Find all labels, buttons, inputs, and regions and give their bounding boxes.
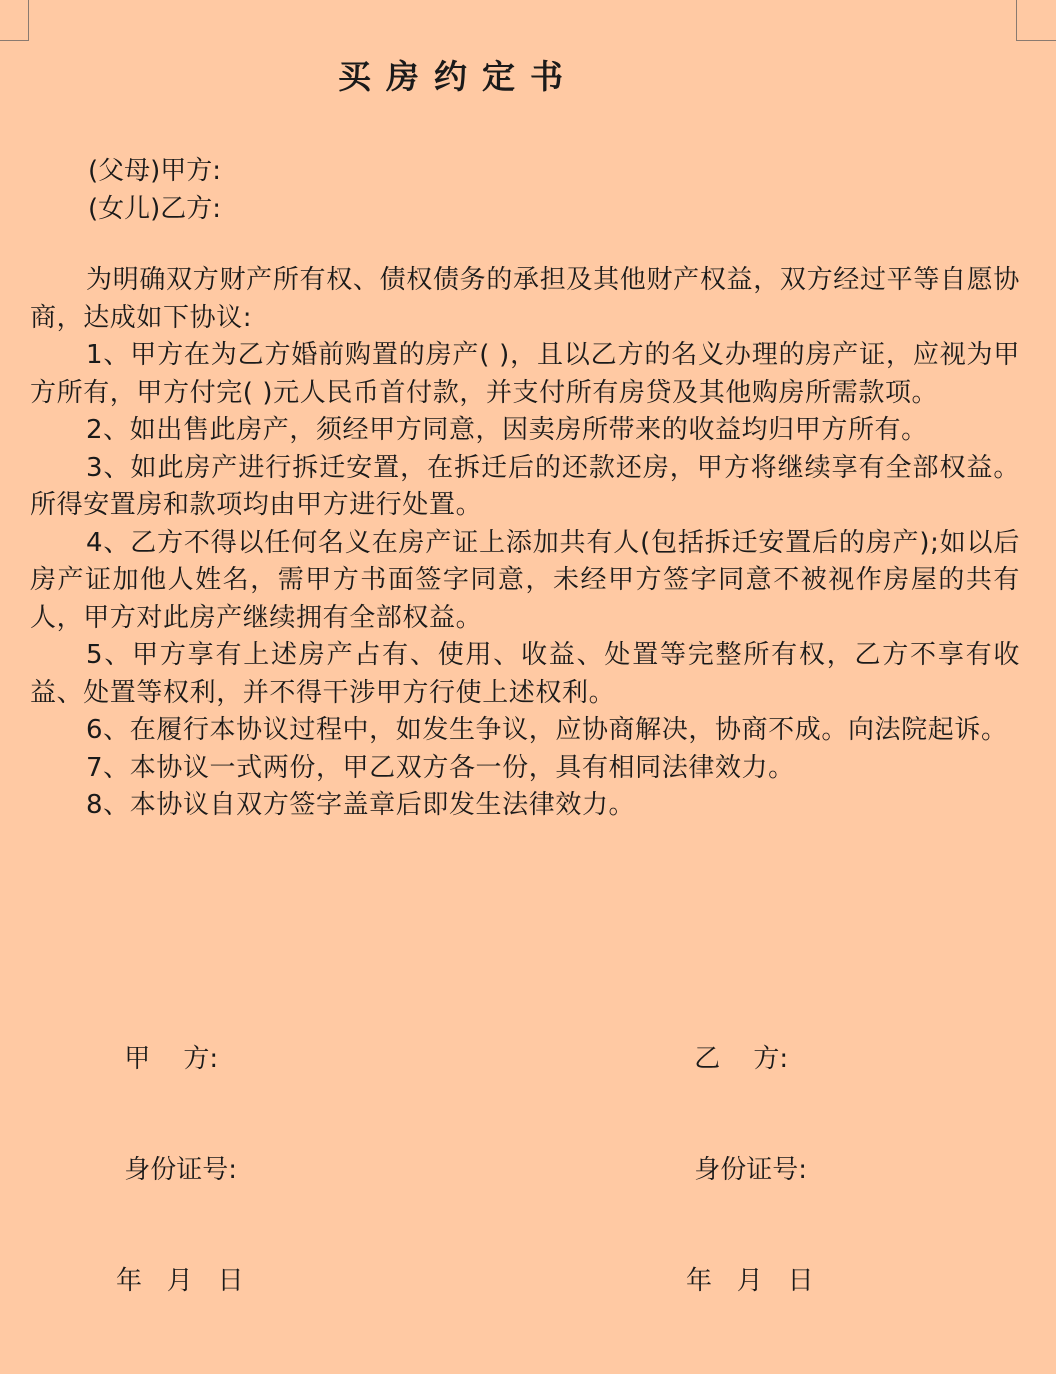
party-a-date-label: 年 月 日 (116, 1266, 244, 1296)
crop-mark-top-left (0, 0, 29, 41)
intro-paragraph: 为明确双方财产所有权、债权债务的承担及其他财产权益，双方经过平等自愿协商，达成如下协议: (30, 265, 1020, 333)
party-a-id-label: 身份证号: (116, 1155, 238, 1185)
party-b-date-label: 年 月 日 (686, 1266, 814, 1296)
clause-3: 3、如此房产进行拆迁安置，在拆迁后的还款还房，甲方将继续享有全部权益。所得安置房和款项均由甲方进行处置。 (30, 452, 1020, 520)
party-b-id-label: 身份证号: (686, 1155, 808, 1185)
signature-block-party-a (116, 967, 244, 1374)
clause-2: 2、如出售此房产，须经甲方同意，因卖房所带来的收益均归甲方所有。 (86, 415, 928, 445)
document-title: 买房约定书 (338, 57, 578, 96)
party-lines (88, 152, 221, 228)
clause-4: 4、乙方不得以任何名义在房产证上添加共有人(包括拆迁安置后的房产);如以后房产证加他人姓名，需甲方书面签字同意，未经甲方签字同意不被视作房屋的共有人，甲方对此房产继续拥有全部权益。 (30, 527, 1020, 633)
clause-8: 8、本协议自双方签字盖章后即发生法律效力。 (86, 790, 636, 820)
crop-mark-top-right (1016, 0, 1056, 41)
party-a-line: (父母)甲方: (88, 156, 222, 186)
clause-7: 7、本协议一式两份，甲乙双方各一份，具有相同法律效力。 (86, 752, 795, 783)
agreement-body (30, 262, 1020, 825)
clause-5: 5、甲方享有上述房产占有、使用、收益、处置等完整所有权，乙方不享有收益、处置等权利，并不得干涉甲方行使上述权利。 (30, 640, 1020, 708)
party-b-signature-label: 乙 方: (686, 1044, 789, 1074)
signature-block-party-b (686, 967, 814, 1374)
party-b-line: (女儿)乙方: (88, 194, 222, 224)
clause-1: 1、甲方在为乙方婚前购置的房产( )，且以乙方的名义办理的房产证，应视为甲方所有，甲方付完( )元人民币首付款，并支付所有房贷及其他购房所需款项。 (30, 340, 1020, 408)
clause-6: 6、在履行本协议过程中，如发生争议，应协商解决，协商不成。向法院起诉。 (86, 715, 1008, 745)
party-a-signature-label: 甲 方: (116, 1044, 219, 1074)
